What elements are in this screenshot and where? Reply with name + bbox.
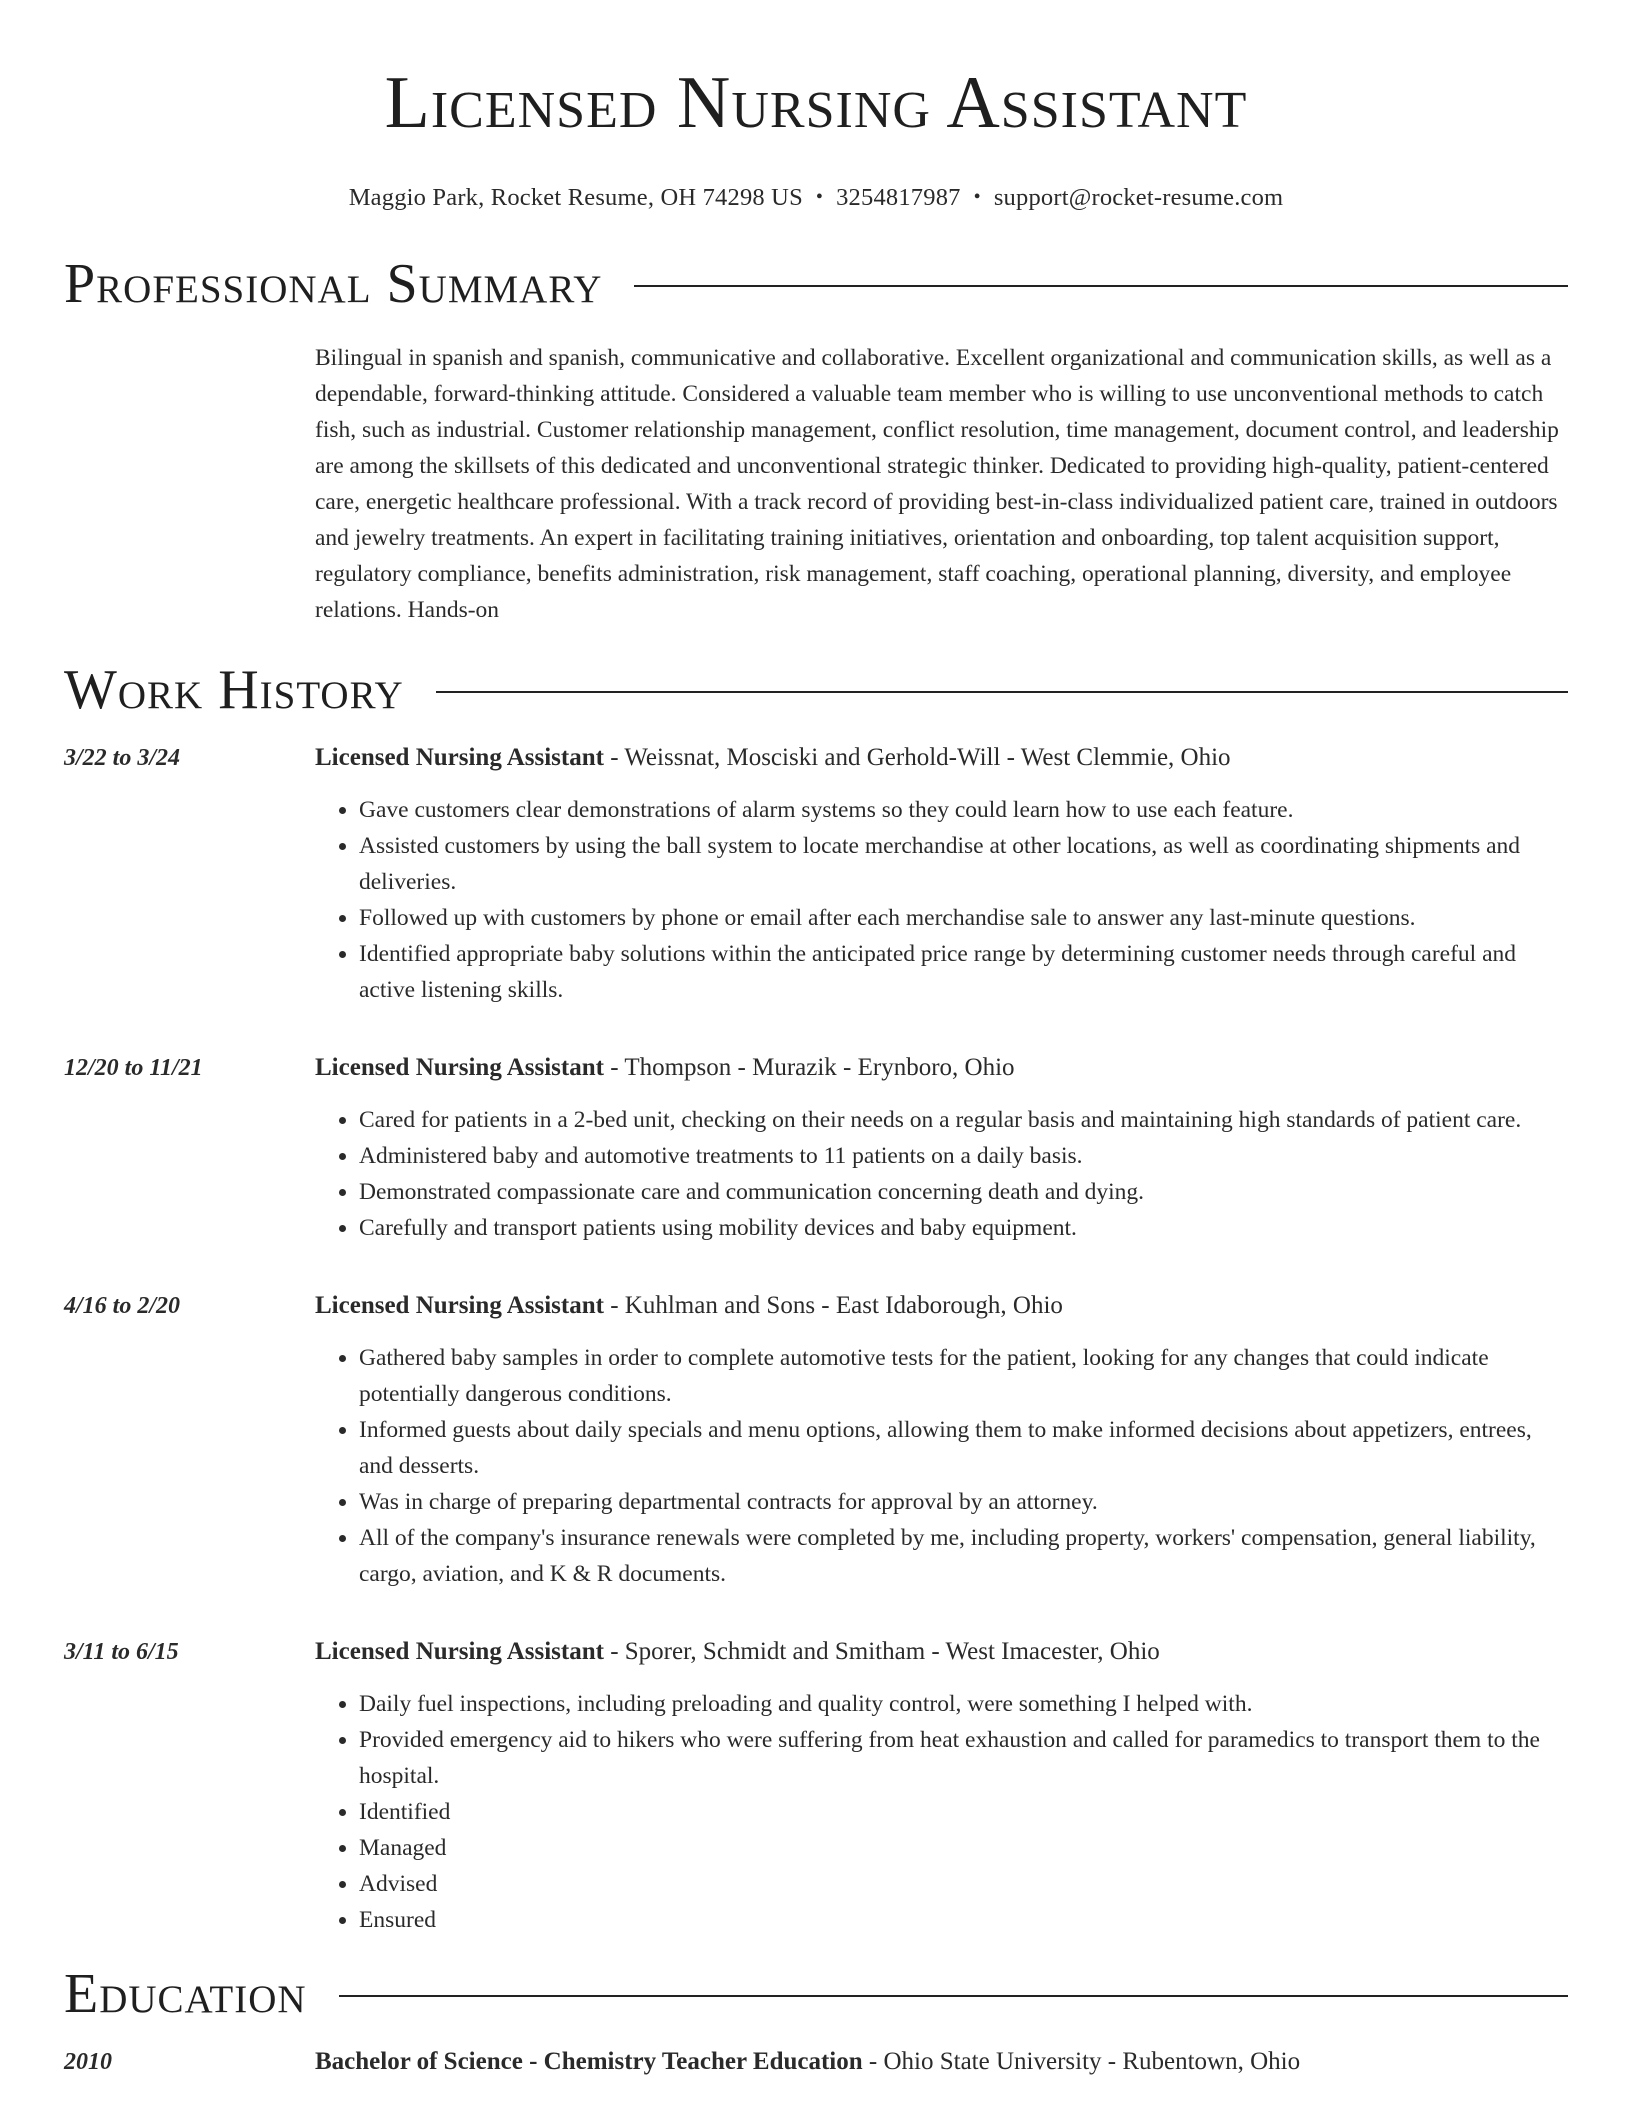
job-bullet: • Identified appropriate baby solutions within the anticipated price range by determining customer needs through careful and active listening skills. xyxy=(359,936,1568,1008)
job-bullet: • Was in charge of preparing departmental contracts for approval by an attorney. xyxy=(359,1484,1568,1520)
job-bullet: • Gave customers clear demonstrations of alarm systems so they could learn how to use each feature. xyxy=(359,792,1568,828)
job-title: Licensed Nursing Assistant xyxy=(315,1054,604,1081)
job-bullet: • Managed xyxy=(359,1830,1568,1866)
job-dates: 3/11 to 6/15 xyxy=(64,1639,179,1665)
summary-section-header xyxy=(64,253,1568,315)
job-employer-location: - Kuhlman and Sons - East Idaborough, Ohio xyxy=(603,1292,1063,1319)
job-bullet: • Carefully and transport patients using mobility devices and baby equipment. xyxy=(359,1210,1568,1246)
job-bullet: • Assisted customers by using the ball system to locate merchandise at other locations, as well as coordinating shipments and deliveries. xyxy=(359,828,1568,900)
education-school-location: - Ohio State University - Rubentown, Ohio xyxy=(862,2048,1301,2075)
job-employer-location: - Thompson - Murazik - Erynboro, Ohio xyxy=(603,1054,1015,1081)
job-bullet: • Gathered baby samples in order to complete automotive tests for the patient, looking for any changes that could indicate potentially dangerous conditions. xyxy=(359,1340,1568,1412)
job-bullet: • Advised xyxy=(359,1866,1568,1902)
job-bullets xyxy=(315,1102,1568,1246)
contact-separator: • xyxy=(973,186,981,208)
job-entry xyxy=(64,1634,1568,1938)
education-year: 2010 xyxy=(64,2049,112,2075)
education-section-header xyxy=(64,1963,1568,2025)
job-title-line xyxy=(315,740,1568,776)
job-bullet: • All of the company's insurance renewals were completed by me, including property, workers' compensation, general liability, cargo, aviation, and K & R documents. xyxy=(359,1520,1568,1592)
job-bullet: • Cared for patients in a 2-bed unit, checking on their needs on a regular basis and maintaining high standards of patient care. xyxy=(359,1102,1568,1138)
job-bullet: • Provided emergency aid to hikers who were suffering from heat exhaustion and called for paramedics to transport them to the hospital. xyxy=(359,1722,1568,1794)
job-bullets xyxy=(315,1340,1568,1592)
summary-text: Bilingual in spanish and spanish, communicative and collaborative. Excellent organizational and communication skills, as well as a dependable, forward-thinking attitude. Considered a valuable team member who is willing to use unconventional methods to catch fish, such as industrial. Customer relationship management, conflict resolution, time management, document control, and leadership are among the skillsets of this dedicated and unconventional strategic thinker. Dedicated to providing high-quality, patient-centered care, energetic healthcare professional. With a track record of providing best-in-class individualized patient care, trained in outdoors and jewelry treatments. An expert in facilitating training initiatives, orientation and onboarding, top talent acquisition support, regulatory compliance, benefits administration, risk management, staff coaching, operational planning, diversity, and employee relations. Hands-on xyxy=(315,345,1559,623)
contact-email: support@rocket-resume.com xyxy=(993,184,1284,211)
education-line xyxy=(315,2044,1300,2080)
job-title: Licensed Nursing Assistant xyxy=(315,1638,604,1665)
job-entry xyxy=(64,1288,1568,1592)
job-bullet: • Identified xyxy=(359,1794,1568,1830)
job-body xyxy=(315,740,1568,1008)
job-dates: 4/16 to 2/20 xyxy=(64,1293,181,1319)
work-section-header xyxy=(64,659,1568,721)
job-bullet: • Administered baby and automotive treatments to 11 patients on a daily basis. xyxy=(359,1138,1568,1174)
summary-heading: Professional Summary xyxy=(64,253,603,315)
job-title-line xyxy=(315,1634,1568,1670)
job-dates: 12/20 to 11/21 xyxy=(64,1055,203,1081)
contact-address: Maggio Park, Rocket Resume, OH 74298 US xyxy=(348,184,803,211)
job-bullet: • Followed up with customers by phone or email after each merchandise sale to answer any last-minute questions. xyxy=(359,900,1568,936)
job-title-line xyxy=(315,1050,1568,1086)
job-entry xyxy=(64,1050,1568,1246)
education-degree: Bachelor of Science - Chemistry Teacher Education xyxy=(315,2048,863,2075)
section-divider xyxy=(634,285,1568,287)
education-entry xyxy=(64,2044,1568,2080)
job-title-line xyxy=(315,1288,1568,1324)
job-title: Licensed Nursing Assistant xyxy=(315,744,604,771)
section-divider xyxy=(436,691,1568,693)
job-bullet: • Ensured xyxy=(359,1902,1568,1938)
job-body xyxy=(315,1050,1568,1246)
contact-line xyxy=(64,184,1568,212)
contact-separator: • xyxy=(815,186,824,208)
job-bullets xyxy=(315,792,1568,1008)
job-entry xyxy=(64,740,1568,1008)
job-bullet: • Daily fuel inspections, including preloading and quality control, were something I helped with. xyxy=(359,1686,1568,1722)
job-list xyxy=(64,740,1568,1938)
job-title: Licensed Nursing Assistant xyxy=(315,1292,604,1319)
work-heading: Work History xyxy=(64,659,404,721)
section-divider xyxy=(339,1995,1568,1997)
contact-phone: 3254817987 xyxy=(836,184,961,211)
job-dates: 3/22 to 3/24 xyxy=(64,745,181,771)
job-bullets xyxy=(315,1686,1568,1938)
resume-name: Licensed Nursing Assistant xyxy=(384,62,1248,144)
job-bullet: • Informed guests about daily specials and menu options, allowing them to make informed decisions about appetizers, entrees, and desserts. xyxy=(359,1412,1568,1484)
job-employer-location: - Weissnat, Mosciski and Gerhold-Will - West Clemmie, Ohio xyxy=(603,744,1231,771)
education-list xyxy=(64,2044,1568,2080)
job-body xyxy=(315,1288,1568,1592)
job-body xyxy=(315,1634,1568,1938)
job-employer-location: - Sporer, Schmidt and Smitham - West Imacester, Ohio xyxy=(603,1638,1160,1665)
education-heading: Education xyxy=(64,1963,307,2025)
job-bullet: • Demonstrated compassionate care and communication concerning death and dying. xyxy=(359,1174,1568,1210)
